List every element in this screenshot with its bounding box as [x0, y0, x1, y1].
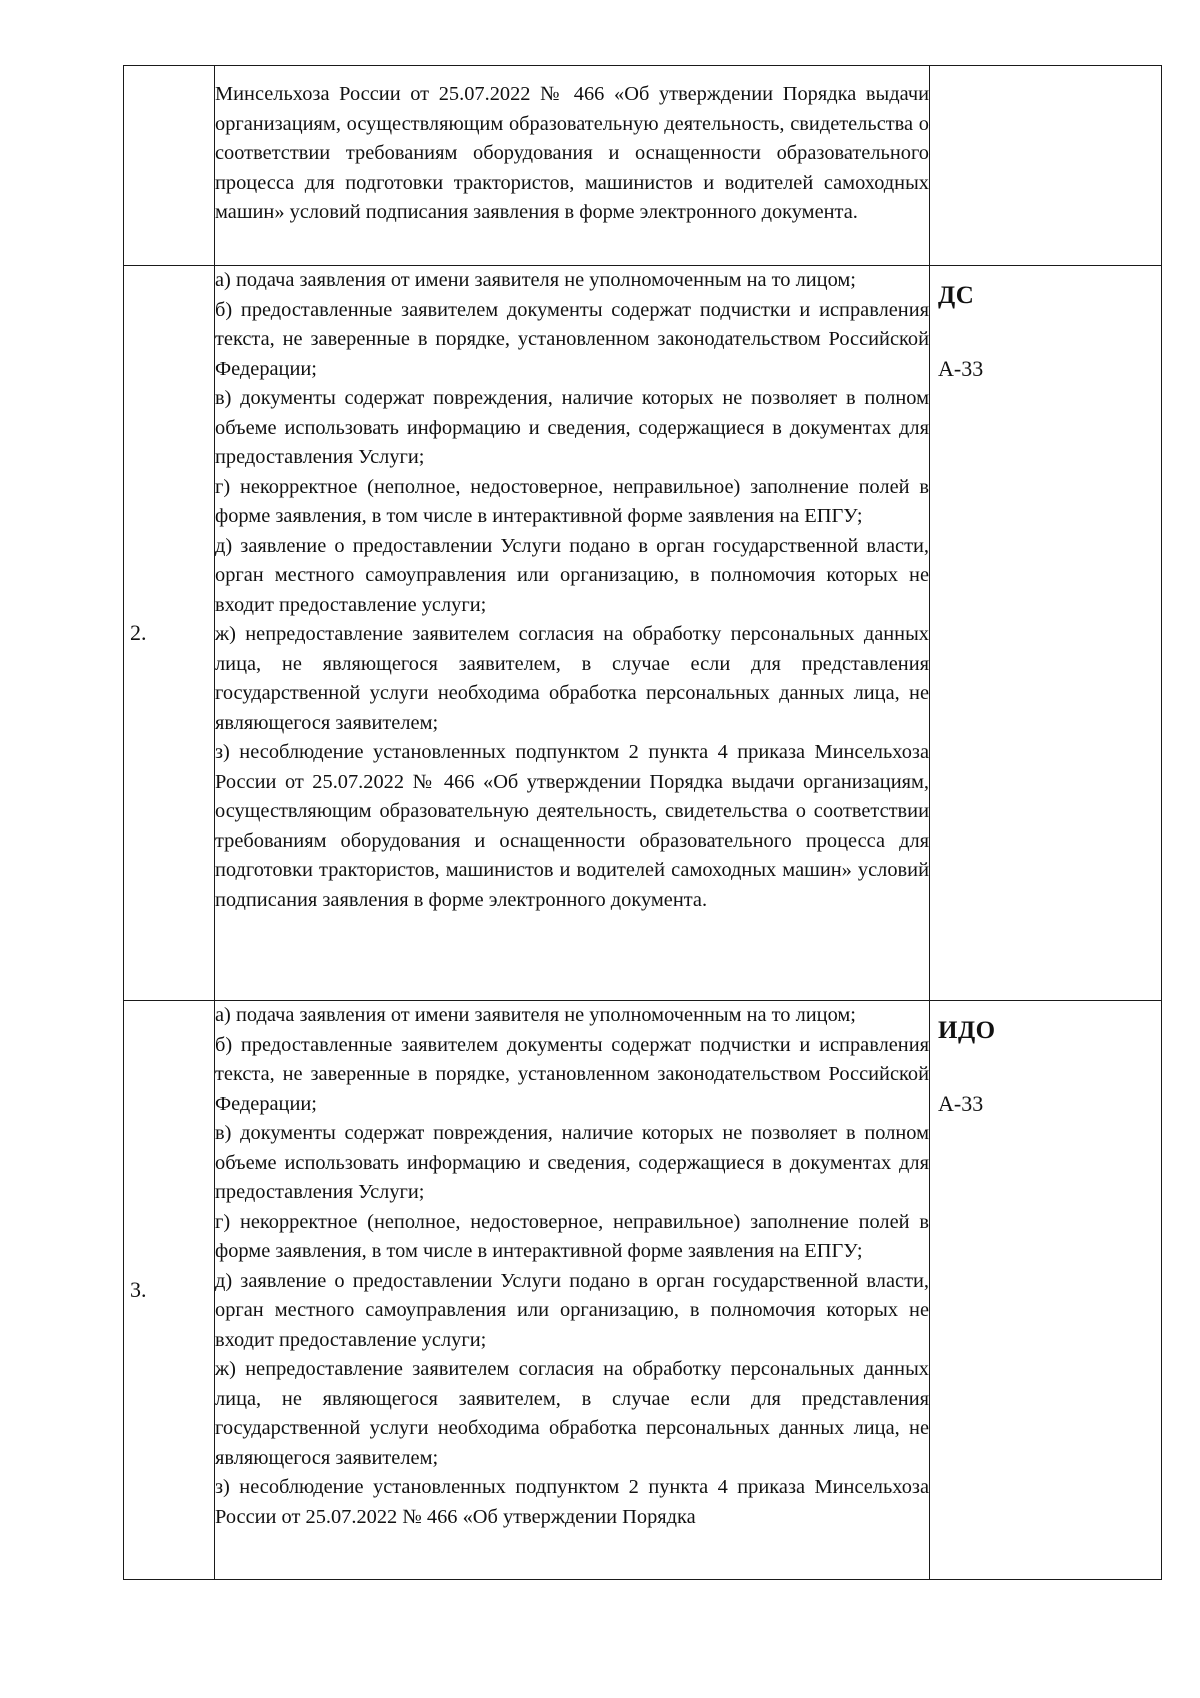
paragraph: Минсельхоза России от 25.07.2022 № 466 «Об утверждении Порядка выдачи организациям, осуществляющим образовательную деятельность, свидетельства о соответствии требованиям оборудования и оснащенности образовательного процесса для подготовки трактористов, машинистов и водителей самоходных машин» условий подписания заявления в форме электронного документа.: [215, 83, 929, 223]
code-secondary: А-33: [938, 356, 984, 381]
table-row: [124, 266, 1162, 1001]
row-text: [215, 66, 930, 266]
paragraph: ж) непредоставление заявителем согласия на обработку персональных данных лица, не являющегося заявителем, в случае если для представления государственной услуги необходима обработка персональных данных лица, не являющегося заявителем;: [215, 1358, 929, 1469]
paragraph: д) заявление о предоставлении Услуги подано в орган государственной власти, орган местного самоуправления или организацию, в полномочия которых не входит предоставление услуги;: [215, 1269, 929, 1351]
paragraph: з) несоблюдение установленных подпунктом 2 пункта 4 приказа Минсельхоза России от 25.07.2022 № 466 «Об утверждении Порядка выдачи организациям, осуществляющим образовательную деятельность, свидетельства о соответствии требованиям оборудования и оснащенности образовательного процесса для подготовки трактористов, машинистов и водителей самоходных машин» условий подписания заявления в форме электронного документа.: [215, 741, 929, 911]
row-code: [930, 266, 1162, 1001]
paragraph: а) подача заявления от имени заявителя не уполномоченным на то лицом;: [215, 1004, 856, 1026]
paragraph: б) предоставленные заявителем документы содержат подчистки и исправления текста, не заверенные в порядке, установленном законодательством Российской Федерации;: [215, 1033, 929, 1115]
paragraph: ж) непредоставление заявителем согласия на обработку персональных данных лица, не являющегося заявителем, в случае если для представления государственной услуги необходима обработка персональных данных лица, не являющегося заявителем;: [215, 623, 929, 734]
document-table: [123, 65, 1162, 1580]
row-text: [215, 266, 930, 1001]
row-code: [930, 66, 1162, 266]
paragraph: в) документы содержат повреждения, наличие которых не позволяет в полном объеме использовать информацию и сведения, содержащиеся в документах для предоставления Услуги;: [215, 1122, 929, 1203]
paragraph: г) некорректное (неполное, недостоверное, неправильное) заполнение полей в форме заявления, в том числе в интерактивной форме заявления на ЕПГУ;: [215, 475, 929, 527]
row-number: [124, 66, 215, 266]
paragraph: в) документы содержат повреждения, наличие которых не позволяет в полном объеме использовать информацию и сведения, содержащиеся в документах для предоставления Услуги;: [215, 387, 929, 468]
paragraph: а) подача заявления от имени заявителя не уполномоченным на то лицом;: [215, 269, 856, 291]
code-secondary: А-33: [938, 1091, 984, 1116]
paragraph: б) предоставленные заявителем документы содержат подчистки и исправления текста, не заверенные в порядке, установленном законодательством Российской Федерации;: [215, 298, 929, 380]
table-row: [124, 1001, 1162, 1580]
code-primary: ИДО: [938, 1017, 996, 1044]
row-number: 2.: [124, 266, 215, 1001]
code-primary: ДС: [938, 282, 975, 309]
row-text: [215, 1001, 930, 1580]
table-row: [124, 66, 1162, 266]
paragraph: д) заявление о предоставлении Услуги подано в орган государственной власти, орган местного самоуправления или организацию, в полномочия которых не входит предоставление услуги;: [215, 534, 929, 616]
code-primary: [938, 82, 1161, 156]
paragraph: з) несоблюдение установленных подпунктом 2 пункта 4 приказа Минсельхоза России от 25.07.2022 № 466 «Об утверждении Порядка: [215, 1476, 929, 1528]
row-number: 3.: [124, 1001, 215, 1580]
row-code: [930, 1001, 1162, 1580]
paragraph: г) некорректное (неполное, недостоверное, неправильное) заполнение полей в форме заявления, в том числе в интерактивной форме заявления на ЕПГУ;: [215, 1210, 929, 1262]
